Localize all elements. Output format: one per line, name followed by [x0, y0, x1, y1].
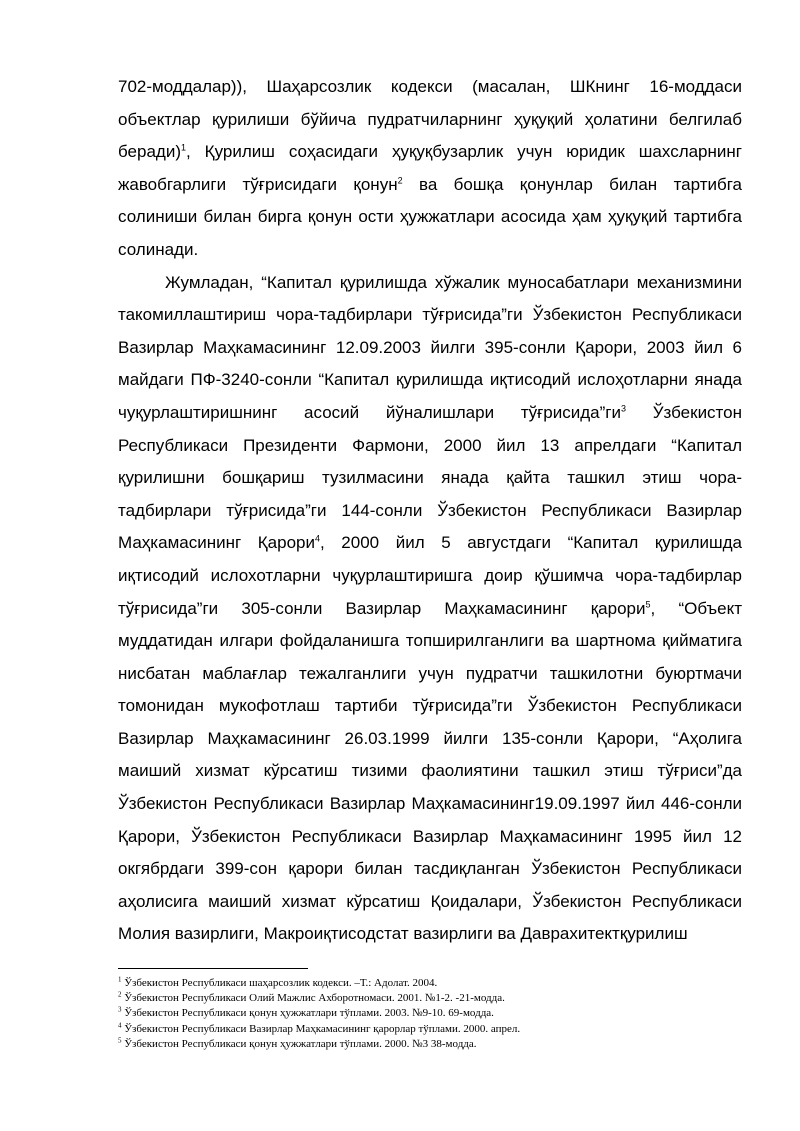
footnote-text-1: Ўзбекистон Республикаси шаҳарсозлик кодекси. –Т.: Адолат. 2004. [121, 977, 438, 989]
footnote-text-4: Ўзбекистон Республикаси Вазирлар Маҳкамасининг қарорлар тўплами. 2000. апрел. [121, 1022, 521, 1035]
footnote-text-2: Ўзбекистон Республикаси Олий Мажлис Ахборотномаси. 2001. №1-2. -21-модда. [121, 992, 505, 1005]
paragraph-1-text-b: , Қурилиш соҳасидаги ҳуқуқбузарлик учун юридик шахсларнинг жавобгарлиги тўғрисидаги қонун [118, 142, 742, 194]
paragraph-1-text-a: 702-моддалар)), Шаҳарсозлик кодекси (масалан, ШКнинг 16-моддаси объектлар қурилиши бўйича пудратчиларнинг ҳуқуқий ҳолатини белгилаб беради) [118, 77, 742, 162]
paragraph-1-text-c: ва бошқа қонунлар билан тартибга солиниши билан бирга қонун ости ҳужжатлари асосида ҳам ҳуқуқий тартибга солинади. [118, 174, 743, 259]
footnote-5 [118, 1037, 742, 1052]
footnote-3 [118, 1006, 742, 1021]
footnotes [118, 976, 742, 1052]
footnote-text-3: Ўзбекистон Республикаси қонун ҳужжатлари тўплами. 2003. №9-10. 69-модда. [121, 1007, 494, 1020]
footnote-separator [118, 968, 308, 969]
paragraph-2 [118, 267, 742, 951]
body-text [118, 71, 742, 951]
footnote-number-1: 1 [118, 975, 122, 984]
paragraph-2-text-a: Жумладан, “Капитал қурилишда хўжалик муносабатлари механизмини такомиллаштириш чора-тадбирлари тўғрисида”ги Ўзбекистон Республикаси Вазирлар Маҳкамасининг 12.09.2003 йилги 395-сонли Қарори, 2003 йил 6 майдаги ПФ-3240-сонли “Капитал қурилишда иқтисодий ислоҳотларни янада чуқурлаштиришнинг асосий йўналишлари тўғрисида”ги [118, 272, 742, 422]
paragraph-2-text-d: , “Объект муддатидан илгари фойдаланишга топширилганлиги ва шартнома қийматига нисбатан маблағлар тежалганлиги учун пудратчи ташкилотни буюртмачи томонидан мукофотлаш тартиби тўғрисида”ги Ўзбекистон Республикаси Вазирлар Маҳкамасининг 26.03.1999 йилги 135-сонли Қарори, “Аҳолига маиший хизмат кўрсатиш тизими фаолиятини ташкил этиш тўғриси”да Ўзбекистон Республикаси Вазирлар Маҳкамасининг19.09.1997 йил 446-сонли Қарори, Ўзбекистон Республикаси Вазирлар Маҳкамасининг 1995 йил 12 окгябрдаги 399-сон қарори билан тасдиқланган Ўзбекистон Республикаси аҳолисига маиший хизмат кўрсатиш Қоидалари, Ўзбекистон Республикаси Молия вазирлиги, Макроиқтисодстат вазирлиги ва Даврахитектқурилиш [118, 598, 742, 944]
footnote-text-5: Ўзбекистон Республикаси қонун ҳужжатлари тўплами. 2000. №3 38-модда. [121, 1037, 477, 1050]
footnote-ref-2: 2 [397, 175, 403, 186]
footnote-1 [118, 976, 742, 991]
footnote-number-4: 4 [118, 1020, 122, 1029]
footnote-2 [118, 991, 742, 1006]
footnote-number-5: 5 [118, 1036, 122, 1045]
footnote-number-3: 3 [118, 1005, 122, 1014]
footnote-ref-5: 5 [645, 598, 651, 609]
paragraph-2-text-c: , 2000 йил 5 августдаги “Капитал қурилишда иқтисодий ислохотларни чуқурлаштиришга доир қўшимча чора-тадбирлар тўғрисида”ги 305-сонли Вазирлар Маҳкамасининг қарори [118, 533, 742, 618]
footnote-ref-4: 4 [314, 533, 320, 544]
paragraph-1 [118, 71, 742, 267]
footnote-number-2: 2 [118, 990, 122, 999]
footnote-ref-1: 1 [181, 142, 187, 153]
footnote-ref-3: 3 [620, 403, 626, 414]
footnote-4 [118, 1022, 742, 1037]
paragraph-2-text-b: Ўзбекистон Республикаси Президенти Фармони, 2000 йил 13 апрелдаги “Капитал қурилишни бошқариш тузилмасини янада қайта ташкил этиш чора-тадбирлари тўғрисида”ги 144-сонли Ўзбекистон Республикаси Вазирлар Маҳкамасининг Қарори [118, 402, 742, 553]
